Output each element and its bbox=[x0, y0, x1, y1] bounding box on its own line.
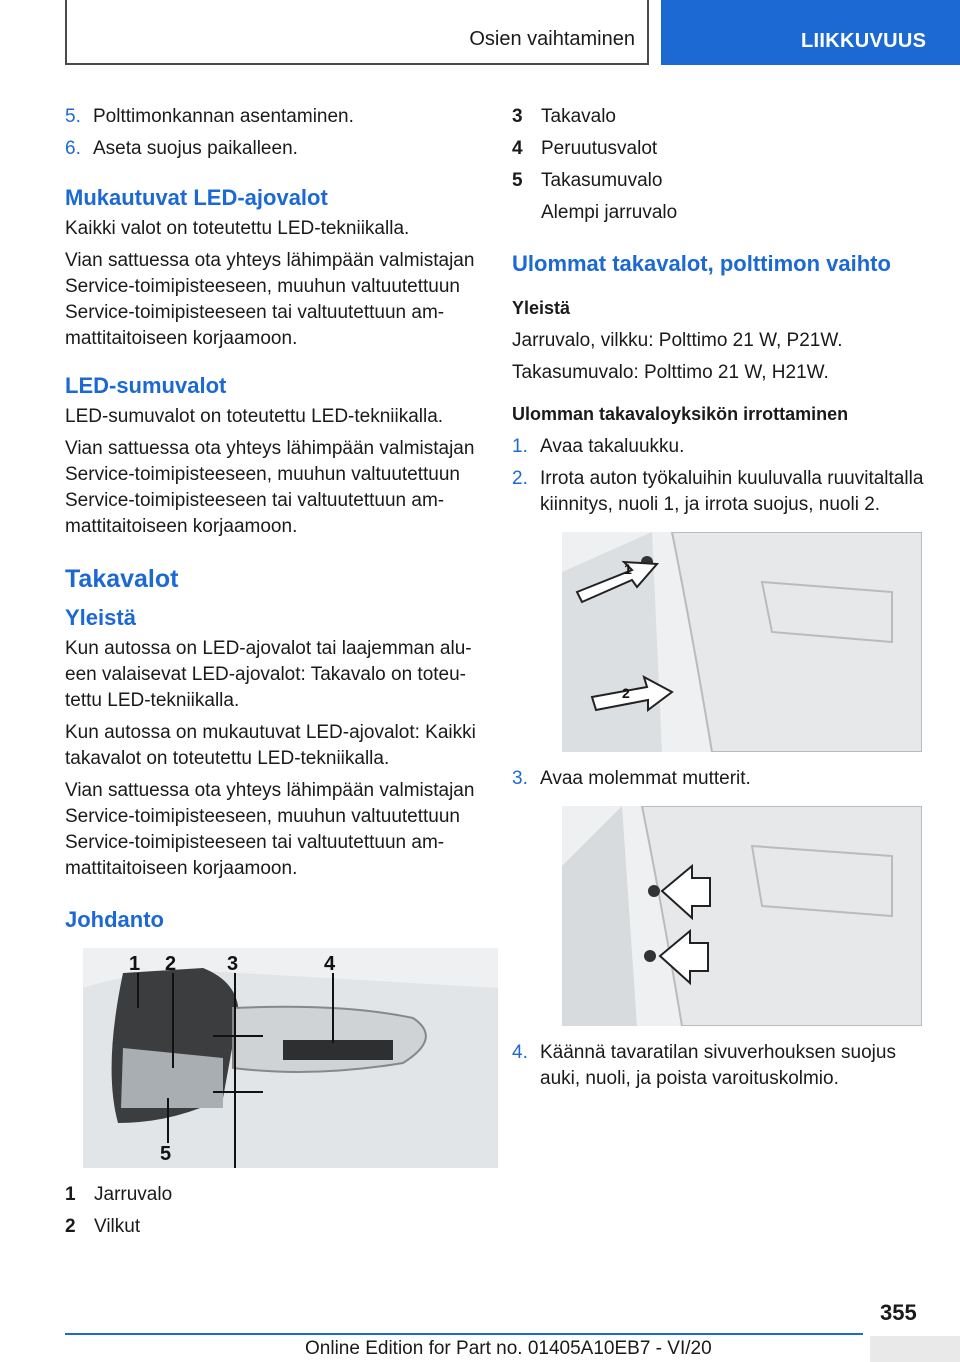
step-number: 1. bbox=[512, 436, 528, 457]
legend-item bbox=[65, 1214, 483, 1240]
header-section-box bbox=[65, 0, 649, 65]
step-text: Polttimonkannan asentaminen. bbox=[93, 106, 354, 127]
nuts-illustration bbox=[562, 806, 922, 1026]
paragraph: Kaikki valot on toteutettu LED-tekniikalla. bbox=[65, 218, 410, 239]
paragraph: Jarruvalo, vilkku: Polttimo 21 W, P21W. bbox=[512, 330, 843, 351]
legend-item bbox=[65, 1182, 483, 1208]
left-column bbox=[65, 104, 483, 1246]
page-number: 355 bbox=[880, 1300, 917, 1325]
heading-removal: Ulomman takavaloyksikön irrottaminen bbox=[512, 404, 849, 424]
heading-led-fog: LED-sumuvalot bbox=[65, 373, 227, 398]
callout-5: 5 bbox=[160, 1143, 172, 1165]
heading-general: Yleistä bbox=[65, 605, 136, 630]
heading-adaptive-led: Mukautuvat LED-ajovalot bbox=[65, 185, 328, 210]
legend-item bbox=[512, 200, 930, 226]
step-text: Aseta suojus paikalleen. bbox=[93, 138, 298, 159]
paragraph: Vian sattuessa ota yhteys lähimpään valmistajan Service-toimipisteeseen, muuhun valtuutettuun Service-toimipisteeseen tai valtuutettuun am‐mattitaitoiseen korjaamoon. bbox=[65, 250, 475, 349]
step-number: 5. bbox=[65, 106, 81, 127]
legend-text: Takavalo bbox=[541, 106, 616, 127]
step-item bbox=[512, 434, 930, 460]
step-number: 2. bbox=[512, 468, 528, 489]
step-number: 3. bbox=[512, 768, 528, 789]
step-text: Käännä tavaratilan sivuverhouksen suojus auki, nuoli, ja poista varoituskolmio. bbox=[540, 1042, 896, 1089]
callout-4: 4 bbox=[324, 953, 336, 975]
step-item bbox=[65, 136, 483, 162]
legend-text: Jarruvalo bbox=[94, 1184, 173, 1205]
callout-1: 1 bbox=[624, 561, 632, 577]
header-chapter-tab bbox=[661, 0, 960, 65]
heading-tail-lights: Takavalot bbox=[65, 565, 179, 593]
chapter-title: LIIKKUVUUS bbox=[801, 30, 927, 52]
step-item bbox=[512, 466, 930, 518]
heading-general: Yleistä bbox=[512, 298, 571, 318]
edition-text: Online Edition for Part no. 01405A10EB7 - VI/20 bbox=[305, 1338, 712, 1359]
legend-number: 1 bbox=[65, 1184, 76, 1205]
legend-item bbox=[512, 136, 930, 162]
legend-text: Takasumuvalo bbox=[541, 170, 663, 191]
trunk-cover-illustration bbox=[562, 532, 922, 752]
callout-2: 2 bbox=[622, 685, 630, 701]
step-item bbox=[512, 1040, 930, 1092]
step-text: Avaa molemmat mutterit. bbox=[540, 768, 751, 789]
paragraph: Takasumuvalo: Polttimo 21 W, H21W. bbox=[512, 362, 829, 383]
legend-item bbox=[512, 168, 930, 194]
right-column bbox=[512, 104, 930, 1098]
section-title: Osien vaihtaminen bbox=[469, 28, 635, 50]
step-number: 4. bbox=[512, 1042, 528, 1063]
step-item bbox=[65, 104, 483, 130]
paragraph: Kun autossa on LED-ajovalot tai laajemman alu‐een valaisevat LED-ajovalot: Takavalo on toteu‐tettu LED-tekniikalla. bbox=[65, 638, 472, 711]
legend-text: Vilkut bbox=[94, 1216, 141, 1237]
step-text: Irrota auton työkaluihin kuuluvalla ruuvitaltalla kiinnitys, nuoli 1, ja irrota suojus, nuoli 2. bbox=[540, 468, 924, 515]
tail-light-illustration bbox=[83, 948, 498, 1168]
legend-item bbox=[512, 104, 930, 130]
footer-divider bbox=[65, 1333, 863, 1335]
heading-outer-tail-lights: Ulommat takavalot, polttimon vaihto bbox=[512, 251, 891, 276]
step-item bbox=[512, 766, 930, 792]
step-number: 6. bbox=[65, 138, 81, 159]
legend-number: 2 bbox=[65, 1216, 76, 1237]
legend-number: 3 bbox=[512, 106, 523, 127]
legend-number: 5 bbox=[512, 170, 523, 191]
legend-text: Alempi jarruvalo bbox=[541, 202, 678, 223]
paragraph: Vian sattuessa ota yhteys lähimpään valmistajan Service-toimipisteeseen, muuhun valtuutettuun Service-toimipisteeseen tai valtuutettuun am‐mattitaitoiseen korjaamoon. bbox=[65, 780, 475, 879]
heading-intro: Johdanto bbox=[65, 907, 164, 932]
legend-text: Peruutusvalot bbox=[541, 138, 658, 159]
footer-badge bbox=[870, 1336, 960, 1362]
callout-2: 2 bbox=[165, 953, 177, 975]
step-text: Avaa takaluukku. bbox=[540, 436, 685, 457]
legend-number: 4 bbox=[512, 138, 523, 159]
paragraph: Vian sattuessa ota yhteys lähimpään valmistajan Service-toimipisteeseen, muuhun valtuutettuun Service-toimipisteeseen tai valtuutettuun am‐mattitaitoiseen korjaamoon. bbox=[65, 438, 475, 537]
paragraph: LED-sumuvalot on toteutettu LED-tekniikalla. bbox=[65, 406, 444, 427]
callout-3: 3 bbox=[227, 953, 239, 975]
callout-1: 1 bbox=[129, 953, 141, 975]
paragraph: Kun autossa on mukautuvat LED-ajovalot: Kaikki takavalot on toteutettu LED-tekniikalla. bbox=[65, 722, 476, 769]
